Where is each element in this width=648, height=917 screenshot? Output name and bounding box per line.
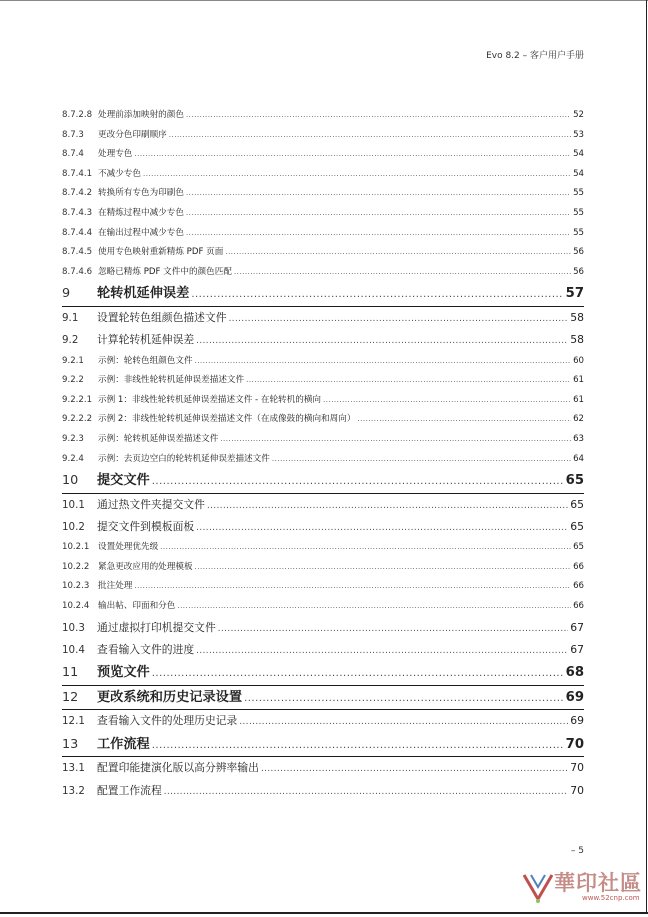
toc-entry[interactable] [62, 494, 584, 516]
toc-entry-page: 56 [573, 266, 584, 277]
toc-entry-number: 9.2.1 [62, 355, 84, 366]
toc-entry-page: 55 [573, 227, 584, 238]
toc-entry-number: 8.7.4.1 [62, 168, 93, 179]
toc-entry[interactable] [62, 282, 584, 307]
toc-entry-title: 在输出过程中减少专色 [98, 227, 184, 238]
toc-entry-page: 65 [565, 473, 584, 489]
toc-entry-title: 使用专色映射重新精炼 PDF 页面 [98, 247, 224, 258]
toc-entry[interactable] [62, 184, 584, 204]
toc-entry[interactable] [62, 410, 584, 430]
toc-dot-leader [195, 352, 572, 372]
toc-entry-title: 查看输入文件的处理历史记录 [97, 714, 238, 728]
toc-entry-page: 61 [573, 375, 584, 386]
toc-entry-number: 9.2 [62, 334, 79, 347]
toc-entry[interactable] [62, 224, 584, 244]
toc-dot-leader [177, 597, 571, 617]
page-bottom-border [0, 912, 648, 914]
watermark-logo-icon [520, 869, 556, 905]
toc-entry-page: 55 [573, 188, 584, 199]
toc-entry-page: 65 [570, 519, 584, 533]
toc-entry-page: 63 [573, 433, 584, 444]
toc-entry-number: 10.2.2 [62, 561, 90, 572]
toc-entry[interactable] [62, 757, 584, 779]
toc-entry-number: 13.1 [62, 762, 85, 775]
toc-entry[interactable] [62, 661, 584, 686]
toc-entry-number: 8.7.3 [62, 129, 84, 140]
toc-entry-number: 8.7.4.6 [62, 266, 93, 277]
table-of-contents [62, 106, 584, 802]
toc-dot-leader [229, 308, 569, 329]
toc-entry-title: 示例：轮转机延伸误差描述文件 [98, 433, 219, 444]
toc-dot-leader [152, 662, 564, 686]
toc-entry-title: 处理专色 [98, 149, 133, 160]
toc-entry[interactable] [62, 597, 584, 617]
toc-entry-number: 9 [62, 286, 71, 302]
toc-dot-leader [195, 558, 572, 578]
toc-dot-leader [186, 184, 571, 204]
toc-dot-leader [196, 330, 568, 351]
toc-dot-leader [169, 126, 571, 146]
toc-dot-leader [186, 224, 571, 244]
toc-dot-leader [143, 165, 571, 185]
toc-entry-number: 10.2.4 [62, 601, 90, 612]
toc-dot-leader [196, 517, 568, 538]
toc-entry[interactable] [62, 106, 584, 126]
toc-entry[interactable] [62, 352, 584, 372]
toc-entry-title: 批注处理 [98, 581, 133, 592]
toc-entry-title: 轮转机延伸误差 [97, 286, 190, 302]
toc-entry-page: 52 [573, 110, 584, 120]
toc-entry-title: 预览文件 [97, 665, 150, 681]
toc-entry-number: 13.2 [62, 784, 85, 797]
toc-entry-number: 8.7.4.3 [62, 207, 93, 218]
toc-entry[interactable] [62, 538, 584, 558]
toc-entry-title: 更改分色印刷顺序 [98, 129, 167, 140]
toc-entry-title: 示例：轮转色组颜色文件 [98, 355, 193, 366]
toc-entry-number: 10.3 [62, 621, 85, 634]
toc-entry-page: 55 [573, 207, 584, 218]
toc-entry-title: 示例：非线性轮转机延伸误差描述文件 [98, 375, 245, 386]
toc-dot-leader [234, 263, 571, 283]
toc-entry-title: 查看输入文件的进度 [97, 642, 195, 656]
toc-entry-title: 处理前添加映射的颜色 [98, 110, 184, 120]
toc-entry-page: 64 [573, 453, 584, 464]
toc-entry-title: 紧急更改应用的处理模板 [98, 561, 193, 572]
toc-entry-page: 70 [570, 761, 584, 775]
toc-entry[interactable] [62, 558, 584, 578]
toc-entry[interactable] [62, 307, 584, 329]
toc-entry-page: 54 [573, 149, 584, 160]
toc-dot-leader [186, 204, 571, 224]
toc-entry-number: 10.2.1 [62, 542, 90, 553]
toc-entry[interactable] [62, 263, 584, 283]
toc-dot-leader [191, 283, 563, 307]
toc-dot-leader [272, 450, 571, 470]
toc-entry-page: 67 [570, 642, 584, 656]
toc-entry-title: 提交文件到模板面板 [97, 519, 195, 533]
toc-entry[interactable] [62, 145, 584, 165]
watermark-url: www.52cnp.com [582, 894, 640, 902]
running-header: Evo 8.2 – 客户用户手册 [486, 51, 584, 61]
toc-entry-title: 提交文件 [97, 473, 150, 489]
toc-entry-page: 69 [565, 689, 584, 705]
toc-entry-page: 56 [573, 247, 584, 258]
page-number: – 5 [570, 846, 584, 856]
toc-entry-title: 通过虚拟打印机提交文件 [97, 620, 216, 634]
toc-entry-title: 输出帖、印面和分色 [98, 601, 176, 612]
toc-entry[interactable] [62, 686, 584, 711]
toc-dot-leader [218, 618, 568, 639]
toc-entry-page: 69 [570, 714, 584, 728]
toc-entry-number: 9.2.3 [62, 433, 84, 444]
page-top-border [0, 0, 648, 1]
toc-entry-number: 12 [62, 689, 79, 705]
toc-dot-leader [134, 145, 571, 165]
toc-entry[interactable] [62, 780, 584, 802]
toc-dot-leader [160, 538, 571, 558]
toc-entry-page: 58 [570, 333, 584, 347]
toc-entry-title: 配置印能捷演化版以高分辨率输出 [97, 761, 259, 775]
toc-dot-leader [186, 106, 571, 126]
toc-entry-title: 配置工作流程 [97, 783, 162, 797]
toc-entry-title: 示例 1：非线性轮转机延伸误差描述文件 - 在轮转机的横向 [98, 394, 322, 405]
toc-entry-page: 57 [565, 286, 584, 302]
toc-dot-leader [152, 470, 564, 494]
page-right-border [646, 0, 647, 912]
toc-entry-page: 54 [573, 168, 584, 179]
watermark [512, 867, 642, 907]
toc-dot-leader [196, 640, 568, 661]
toc-entry[interactable] [62, 329, 584, 351]
toc-entry-number: 10.2.3 [62, 581, 90, 592]
toc-entry[interactable] [62, 733, 584, 758]
toc-entry-page: 70 [570, 783, 584, 797]
toc-entry[interactable] [62, 469, 584, 494]
toc-entry[interactable] [62, 243, 584, 263]
toc-entry-title: 不减少专色 [98, 168, 141, 179]
toc-entry-title: 工作流程 [97, 736, 150, 752]
toc-entry-page: 60 [573, 355, 584, 366]
toc-entry-page: 61 [573, 394, 584, 405]
toc-entry-title: 通过热文件夹提交文件 [97, 497, 205, 511]
toc-entry-title: 在精炼过程中减少专色 [98, 207, 184, 218]
toc-entry-number: 10.2 [62, 520, 85, 533]
toc-entry-number: 9.2.2.2 [62, 414, 93, 425]
toc-entry[interactable] [62, 577, 584, 597]
toc-entry-page: 66 [573, 581, 584, 592]
toc-entry-number: 9.2.2 [62, 375, 84, 386]
toc-dot-leader [323, 391, 571, 411]
toc-entry-title: 设置轮转色组颜色描述文件 [97, 310, 227, 324]
toc-entry-number: 8.7.2.8 [62, 110, 93, 120]
toc-entry-title: 转换所有专色为印刷色 [98, 188, 184, 199]
toc-entry-title: 计算轮转机延伸误差 [97, 333, 195, 347]
toc-dot-leader [246, 371, 571, 391]
toc-entry-number: 10.4 [62, 643, 85, 656]
toc-entry[interactable] [62, 165, 584, 185]
toc-dot-leader [152, 734, 564, 758]
toc-entry-page: 65 [573, 542, 584, 553]
toc-entry-title: 更改系统和历史记录设置 [97, 689, 243, 705]
toc-entry[interactable] [62, 710, 584, 732]
toc-entry-number: 8.7.4.4 [62, 227, 93, 238]
toc-entry[interactable] [62, 126, 584, 146]
toc-dot-leader [244, 687, 564, 711]
toc-entry-title: 示例 2：非线性轮转机延伸误差描述文件（在成像鼓的横向和周向） [98, 414, 356, 425]
toc-entry[interactable] [62, 516, 584, 538]
toc-entry-page: 67 [570, 620, 584, 634]
toc-entry-page: 62 [573, 414, 584, 425]
toc-entry-page: 53 [573, 129, 584, 140]
toc-entry-number: 9.2.2.1 [62, 394, 93, 405]
toc-entry[interactable] [62, 430, 584, 450]
toc-entry[interactable] [62, 639, 584, 661]
toc-entry-page: 66 [573, 601, 584, 612]
toc-entry[interactable] [62, 391, 584, 411]
toc-dot-leader [261, 758, 568, 779]
toc-dot-leader [225, 243, 571, 263]
toc-entry[interactable] [62, 617, 584, 639]
toc-entry-number: 11 [62, 665, 79, 681]
toc-dot-leader [239, 711, 568, 732]
toc-entry-number: 12.1 [62, 715, 85, 728]
toc-entry-page: 58 [570, 310, 584, 324]
toc-dot-leader [164, 781, 568, 802]
toc-entry-number: 10 [62, 473, 79, 489]
toc-entry-page: 70 [565, 736, 584, 752]
toc-entry-page: 66 [573, 561, 584, 572]
toc-dot-leader [357, 410, 571, 430]
toc-entry[interactable] [62, 204, 584, 224]
toc-entry-page: 65 [570, 497, 584, 511]
toc-entry-page: 68 [565, 665, 584, 681]
toc-entry-title: 设置处理优先级 [98, 542, 159, 553]
toc-entry-number: 13 [62, 736, 79, 752]
watermark-text: 華印社區 [554, 870, 642, 895]
toc-entry[interactable] [62, 450, 584, 470]
toc-dot-leader [134, 577, 571, 597]
toc-dot-leader [207, 495, 568, 516]
toc-entry[interactable] [62, 371, 584, 391]
toc-entry-number: 8.7.4.2 [62, 188, 93, 199]
toc-entry-number: 8.7.4 [62, 149, 84, 160]
toc-dot-leader [220, 430, 571, 450]
toc-entry-title: 忽略已精炼 PDF 文件中的颜色匹配 [98, 266, 232, 277]
toc-entry-number: 9.2.4 [62, 453, 84, 464]
toc-entry-number: 8.7.4.5 [62, 247, 93, 258]
toc-entry-title: 示例：去页边空白的轮转机延伸误差描述文件 [98, 453, 270, 464]
toc-entry-number: 10.1 [62, 498, 85, 511]
toc-entry-number: 9.1 [62, 311, 79, 324]
